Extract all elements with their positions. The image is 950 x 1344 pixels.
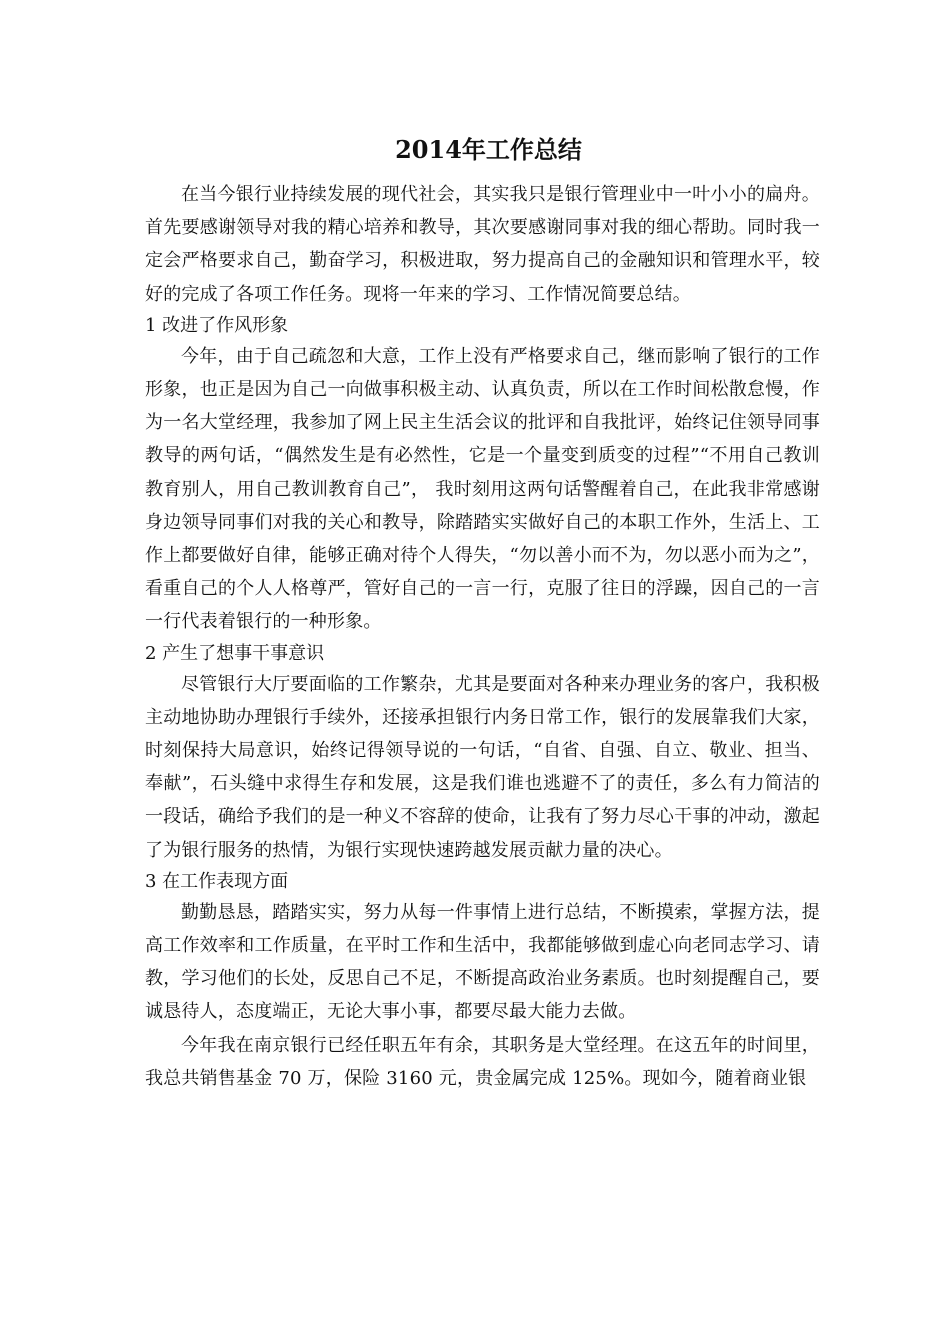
section-1-paragraph: 今年，由于自己疏忽和大意，工作上没有严格要求自己，继而影响了银行的工作形象，也正是因为自己一向做事积极主动、认真负责，所以在工作时间松散怠慢，作为一名大堂经理，我参加了网上民主生活会议的批评和自我批评，始终记住领导同事教导的两句话，“偶然发生是有必然性，它是一个量变到质变的过程”“不用自己教训教育别人，用自己教训教育自己”， 我时刻用这两句话警醒着自己，在此我非常感谢身边领导同事们对我的关心和教导，除踏踏实实做好自己的本职工作外，生活上、工作上都要做好自律，能够正确对待个人得失，“勿以善小而不为，勿以恶小而为之”，看重自己的个人人格尊严，管好自己的一言一行，克服了往日的浮躁，因自己的一言一行代表着银行的一种形象。: [145, 345, 820, 633]
section-heading-3: 3 在工作表现方面: [145, 870, 289, 892]
document-page: [145, 128, 820, 1095]
section-heading-2: 2 产生了想事干事意识: [145, 642, 325, 664]
section-3-paragraph-2: 今年我在南京银行已经任职五年有余，其职务是大堂经理。在这五年的时间里，我总共销售基金 70 万，保险 3160 元，贵金属完成 125%。现如今，随着商业银: [145, 1034, 820, 1089]
section-2-paragraph: 尽管银行大厅要面临的工作繁杂，尤其是要面对各种来办理业务的客户，我积极主动地协助办理银行手续外，还接承担银行内务日常工作，银行的发展靠我们大家，时刻保持大局意识，始终记得领导说的一句话，“自省、自强、自立、敬业、担当、奉献”，石头缝中求得生存和发展，这是我们谁也逃避不了的责任，多么有力简洁的一段话，确给予我们的是一种义不容辞的使命，让我有了努力尽心干事的冲动，激起了为银行服务的热情，为银行实现快速跨越发展贡献力量的决心。: [145, 673, 820, 861]
document-title: 2014年工作总结: [395, 135, 582, 164]
intro-paragraph: 在当今银行业持续发展的现代社会，其实我只是银行管理业中一叶小小的扁舟。首先要感谢领导对我的精心培养和教导，其次要感谢同事对我的细心帮助。同时我一定会严格要求自己，勤奋学习，积极进取，努力提高自己的金融知识和管理水平，较好的完成了各项工作任务。现将一年来的学习、工作情况简要总结。: [145, 184, 820, 305]
section-3-paragraph: 勤勤恳恳，踏踏实实，努力从每一件事情上进行总结，不断摸索，掌握方法，提高工作效率和工作质量，在平时工作和生活中，我都能够做到虚心向老同志学习、请教，学习他们的长处，反思自己不足，不断提高政治业务素质。也时刻提醒自己，要诚恳待人，态度端正，无论大事小事，都要尽最大能力去做。: [145, 901, 820, 1023]
section-heading-1: 1 改进了作风形象: [145, 314, 289, 336]
